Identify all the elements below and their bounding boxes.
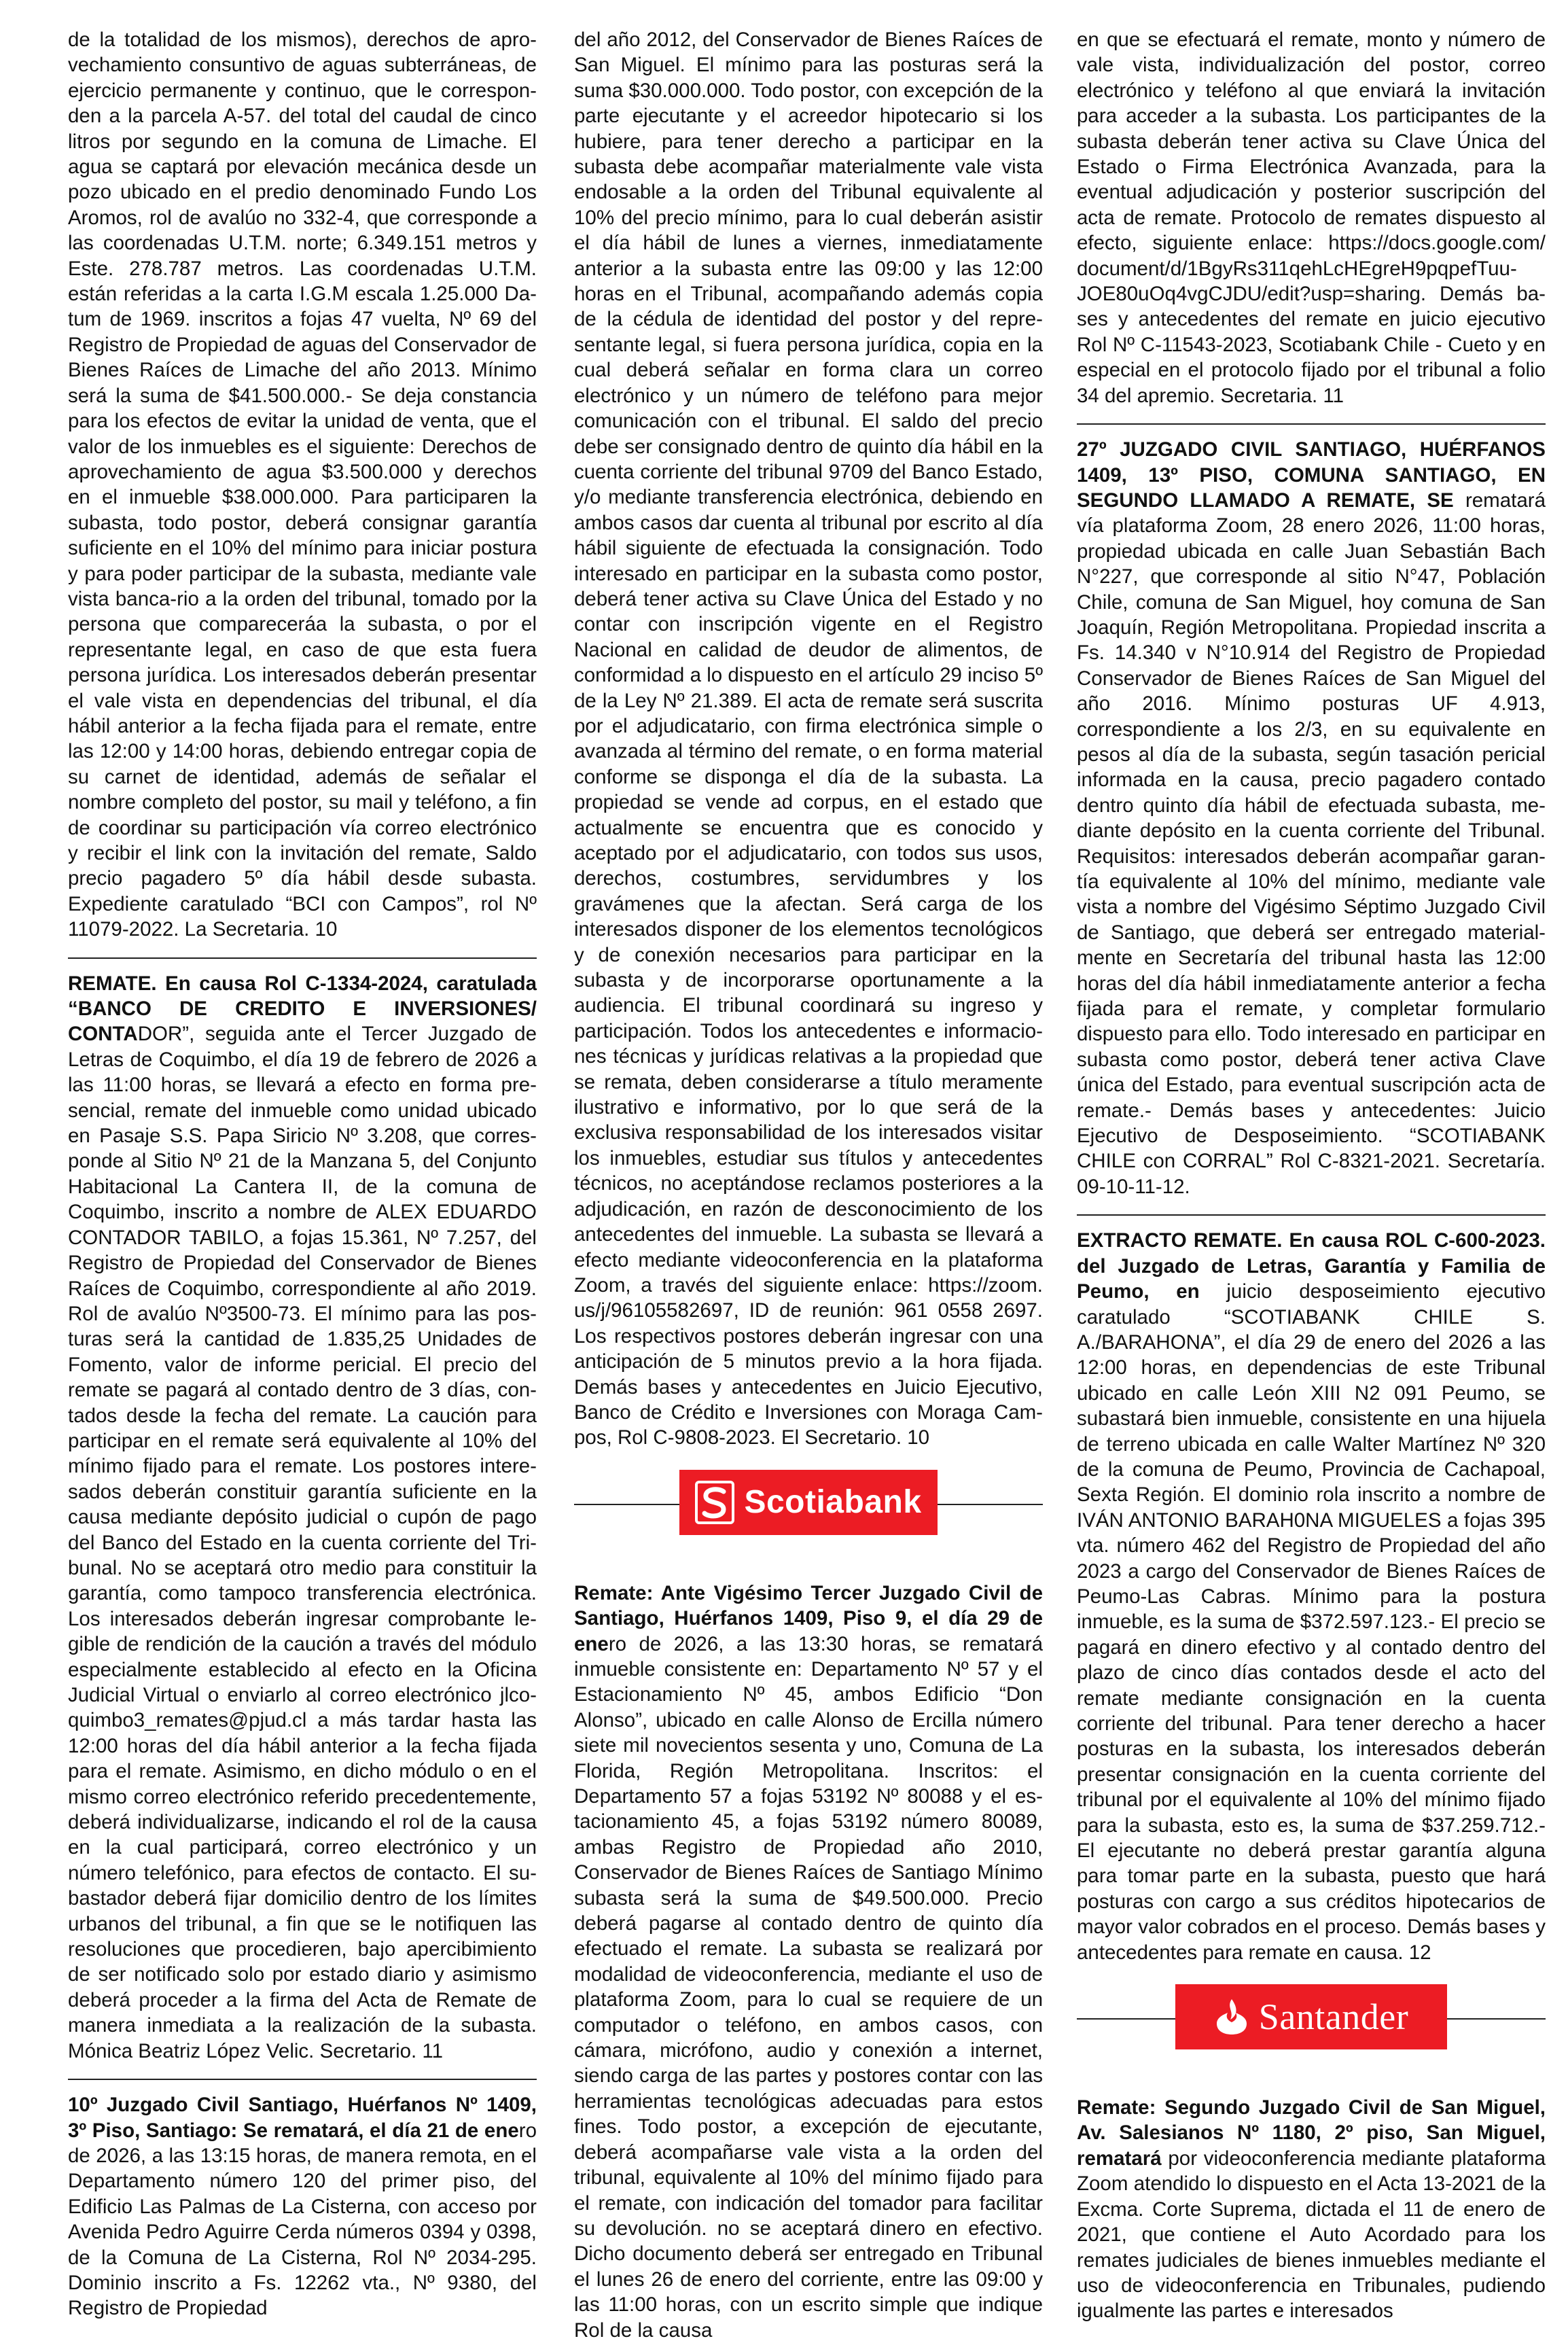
notice-23-juzgado-santiago: [574, 1581, 1043, 2343]
notice-body: de la totalidad de los mismos), derechos de aprovechamiento consuntivo de aguas subterráneas, de ejercicio permanente y continuo, que le corresponden a la parcela A-57. del total del caudal de cinco litros por segundo en la comuna de Limache. El agua se captará por elevación mecánica desde un pozo ubicado en el predio denominado Fundo Los Aromos, rol de avalúo no 332-4, que corresponde a las coordenadas U.T.M. norte; 6.349.151 metros y Este. 278.787 metros. Las coordenadas U.T.M. están referidas a la carta I.G.M escala 1.25.000 Datum de 1969. inscritos a fojas 47 vuelta, Nº 69 del Registro de Propiedad de aguas del Conservador de Bienes Raíces de Limache del año 2013. Mínimo será la suma de $41.500.000.- Se deja constancia para los efectos de evitar la unidad de venta, que el valor de los inmuebles es el siguiente: Derechos de aprovechamiento de agua $3.500.000 y derechos en el inmueble $38.000.000. Para participaren la subasta, todo postor, deberá consignar garantía suficiente en el 10% del mínimo para iniciar postura y para poder participar de la subasta, mediante vale vista banca-rio a la orden del tribunal, tomado por la persona que compareceráa la subasta, o por el representante legal, en caso de que esta fuera persona jurídica. Los interesados deberán presentar el vale vista en dependencias del tribunal, el día hábil anterior a la fecha fijada para el remate, entre las 12:00 y 14:00 horas, debiendo entregar copia de su carnet de identidad, además de señalar el nombre completo del postor, su mail y teléfono, a fin de coordinar su participación vía correo electrónico y recibir el link con la invitación del remate, Saldo precio pagadero 5º día hábil desde subasta. Expediente caratulado “BCI con Campos”, rol Nº 11079-2022. La Secretaria. 10: [68, 29, 537, 941]
notice-body: juicio desposeimiento ejecutivo caratulado “SCOTIABANK CHILE S. A./BARAHONA”, el día 29 de enero del 2026 a las 12:00 horas, en dependencias de este Tribunal ubicado en calle León XIII N2 091 Peumo, se subastará bien inmueble, consistente en una hijuela de terreno ubicada en calle Walter Martínez Nº 320 de la comuna de Peumo, Provincia de Cachapoal, Sexta Región. El dominio rola inscrito a nombre de IVÁN ANTONIO BARAH0NA MIGUELES a fojas 395 vta. número 462 del Registro de Propiedad del año 2023 a cargo del Conservador de Bienes Raíces de Peumo-Las Cabras. Mínimo para la postura inmueble, es la suma de $372.597.123.- El precio se pagará en dinero efectivo y al contado dentro del plazo de cinco días contados desde el acto del remate mediante consignación en la cuenta corriente del tribunal. Para tener derecho a hacer posturas en la subasta, los interesados deberán presentar consignación en la cuenta corriente del tribunal por el equivalente al 10% del mínimo fijado para la subasta, esto es, la suma de $37.259.712.- El ejecutante no deberá prestar garantía alguna para tomar parte en la subasta, puesto que hará posturas con cargo a sus créditos hipotecarios de mayor valor cobrados en el proceso. Demás bases y antecedentes para remate en causa. 12: [1077, 1280, 1546, 1964]
scotiabank-banner: [574, 1455, 1043, 1553]
notice-body: ro de 2026, a las 13:15 horas, de manera remota, en el Departamento número 120 del primer piso, del Edificio Las Palmas de La Cisterna, con acceso por Avenida Pedro Aguirre Cerda números 0394 y 0398, de la Comuna de La Cisterna, Rol Nº 2034-295. Dominio inscrito a Fs. 12262 vta., Nº 9380, del Registro de Propiedad: [68, 2119, 537, 2320]
column-1: [68, 27, 537, 2320]
notice-divider: [68, 2079, 537, 2080]
notice-heading: REMATE. En causa Rol C-1334-2024, caratulada “BANCO DE CREDITO E INVERSIONES/ CONTA: [68, 972, 537, 1046]
notice-divider: [1077, 423, 1546, 425]
notice-heading: 27º JUZGADO CIVIL SANTIAGO, HUÉRFANOS 1409, 13º PISO, COMUNA SANTIAGO, EN SEGUNDO LLAMADO A REMATE, SE: [1077, 438, 1546, 512]
notice-divider: [68, 957, 537, 959]
notice-divider: [1077, 1214, 1546, 1216]
notice-coquimbo: [68, 971, 537, 2064]
column-3: [1077, 27, 1546, 2323]
notice-heading: Remate: Segundo Juzgado Civil de San Miguel, Av. Salesianos Nº 1180, 2º piso, San Miguel, rematará: [1077, 2096, 1546, 2170]
santander-banner: [1077, 1969, 1546, 2068]
scotiabank-s-icon: [695, 1481, 734, 1524]
notice-10-juzgado-santiago: [68, 2092, 537, 2321]
notice-heading: EXTRACTO REMATE. En causa ROL C-600-2023. del Juzgado de Letras, Garantía y Familia de Peumo, en: [1077, 1229, 1546, 1303]
column-2: [574, 27, 1043, 2342]
notice-heading: 10º Juzgado Civil Santiago, Huérfanos Nº 1409, 3º Piso, Santiago: Se rematará, el día 21 de ene: [68, 2094, 537, 2142]
notice-scotiabank-cueto-continuation: [1077, 27, 1546, 408]
notice-body: DOR”, seguida ante el Tercer Juzgado de Letras de Coquimbo, el día 19 de febrero de 2026 a las 11:00 horas, se llevará a efecto en forma presencial, remate del inmueble como unidad ubicado en Pasaje S.S. Papa Siricio Nº 3.208, que corresponde al Sitio Nº 21 de la Manzana 5, del Conjunto Habitacional La Cantera II, de la comuna de Coquimbo, inscrito a nombre de ALEX EDUARDO CONTADOR TABILO, a fojas 15.361, Nº 7.257, del Registro de Propiedad del Conservador de Bienes Raíces de Coquimbo, correspondiente al año 2019. Rol de avalúo Nº3500-73. El mínimo para las posturas será la cantidad de 1.835,25 Unidades de Fomento, valor de informe pericial. El precio del remate se pagará al contado dentro de 3 días, contados desde la fecha del remate. La caución para participar en el remate será equivalente al 10% del mínimo fijado para el remate. Los postores interesados deberán constituir garantía suficiente en la causa mediante depósito judicial o cupón de pago del Banco del Estado en la cuenta corriente del Tribunal. No se aceptará otro medio para constituir la garantía, como tampoco transferencia electrónica. Los interesados deberán ingresar comprobante legible de rendición de la caución a través del módulo especialmente establecido al efecto en la Oficina Judicial Virtual o enviarlo al correo electrónico jlcoquimbo3_remates@pjud.cl a más tardar hasta las 12:00 horas del día hábil anterior a la fecha fijada para el remate. Asimismo, en dicho módulo o en el mismo correo electrónico referido precedentemente, deberá individualizarse, indicando el rol de la causa en la cual participará, correo electrónico y un número telefónico, para efectos de contacto. El subastador deberá fijar domicilio dentro de los límites urbanos del tribunal, a fin que se le notifiquen las resoluciones que procedieren, bajo apercibimiento de ser notificado solo por estado diario y asimismo deberá proceder a la firma del Acta de Remate de manera inmediata a la realización de la subasta. Mónica Beatriz López Velic. Secretario. 11: [68, 1023, 537, 2062]
scotiabank-logo: [679, 1470, 938, 1535]
notice-body: por videoconferencia mediante plataforma Zoom atendido lo dispuesto en el Acta 13-2021 de la Excma. Corte Suprema, dictada el 11 de enero de 2021, que contiene el Auto Acordado para los remates judiciales de bienes inmuebles mediante el uso de videoconferencia en Tribunales, pudiendo igualmente las partes e interesados: [1077, 2147, 1546, 2323]
santander-wordmark: Santander: [1258, 1996, 1409, 2038]
notice-27-juzgado-santiago: [1077, 437, 1546, 1199]
santander-flame-icon: [1214, 1996, 1249, 2037]
notice-heading: Remate: Ante Vigésimo Tercer Juzgado Civil de Santiago, Huérfanos 1409, Piso 9, el día 29 de ene: [574, 1581, 1043, 1655]
notice-2-juzgado-san-miguel: [1077, 2095, 1546, 2324]
notice-san-miguel-continuation: [574, 27, 1043, 1451]
santander-logo: [1175, 1984, 1447, 2049]
notice-body: del año 2012, del Conservador de Bienes Raíces de San Miguel. El mínimo para las posturas será la suma $30.000.000. Todo postor, con excepción de la parte ejecutante y el acreedor hipotecario si los hubiere, para tener derecho a participar en la subasta debe acompañar materialmente vale vista endosable a la orden del Tribunal equivalente al 10% del precio mínimo, para lo cual deberán asistir el día hábil de lunes a viernes, inmediatamente anterior a la subasta entre las 09:00 y las 12:00 horas en el Tribunal, acompañando además copia de la cédula de identidad del postor y del representante legal, si fuera persona jurídica, copia en la cual deberá señalar en forma clara un correo electrónico y un número de teléfono para mejor comunicación con el tribunal. El saldo del precio debe ser consignado dentro de quinto día hábil en la cuenta corriente del tribunal 9709 del Banco Estado, y/o mediante transferencia electrónica, debiendo en ambos casos dar cuenta al tribunal por escrito al día hábil siguiente de efectuada la consignación. Todo interesado en participar en la subasta como postor, deberá tener activa su Clave Única del Estado y no contar con inscripción vigente en el Registro Nacional en calidad de deudor de alimentos, de conformidad a lo dispuesto en el artículo 29 inciso 5º de la Ley Nº 21.389. El acta de remate será suscrita por el adjudicatario, con firma electrónica simple o avanzada al término del remate, o en forma material conforme se disponga el día de la subasta. La propiedad se vende ad corpus, en el estado que actualmente se encuentra que es conocido y aceptado por el adjudicatario, con todos sus usos, derechos, costumbres, servidumbres y los gravámenes que la afectan. Será carga de los interesados disponer de los elementos tecnológicos y de conexión necesarios para participar en la subasta y de incorporarse oportunamente a la audiencia. El tribunal coordinará su ingreso y participación. Todos los antecedentes e informaciones técnicas y jurídicas relativas a la propiedad que se remata, deben considerarse a título meramente ilustrativo e informativo, por lo que será de la exclusiva responsabilidad de los interesados visitar los inmuebles, estudiar sus títulos y antecedentes técnicos, no aceptándose reclamos posteriores a la adjudicación, en razón de desconocimiento de los antecedentes del inmueble. La subasta se llevará a efecto mediante videoconferencia en la plataforma Zoom, a través del siguiente enlace: https://zoom. us/j/96105582697, ID de reunión: 961 0558 2697. Los respectivos postores deberán ingresar con una anticipación de 5 minutos previo a la hora fijada. Demás bases y antecedentes en Juicio Ejecutivo, Banco de Crédito e Inversiones con Moraga Campos, Rol C-9808-2023. El Secretario. 10: [574, 29, 1043, 1449]
notice-limache-continuation: [68, 27, 537, 943]
scotiabank-wordmark: Scotiabank: [744, 1484, 922, 1521]
notice-extracto-peumo: [1077, 1228, 1546, 1965]
notice-body: rematará vía plataforma Zoom, 28 enero 2026, 11:00 horas, propiedad ubicada en calle Juan Sebastián Bach N°227, que corresponde al sitio N°47, Población Chile, comuna de San Miguel, hoy comuna de San Joaquín, Región Metropolitana. Propiedad inscrita a Fs. 14.340 v N°10.914 del Registro de Propiedad Conservador de Bienes Raíces de San Miguel del año 2016. Mínimo posturas UF 4.913, correspondiente a los 2/3, en su equivalente en pesos al día de la subasta, según tasación pericial informada en la causa, precio pagadero contado dentro quinto día hábil de efectuada subasta, mediante depósito en la cuenta corriente del Tribunal. Requisitos: interesados deberán acompañar garantía equivalente al 10% del mínimo, mediante vale vista a nombre del Vigésimo Séptimo Juzgado Civil de Santiago, que deberá ser entregado materialmente en Secretaría del tribunal hasta las 12:00 horas del día hábil inmediatamente anterior a fecha fijada para el remate, y completar formulario dispuesto para ello. Todo interesado en participar en subasta como postor, deberá tener activa Clave única del Estado, para eventual suscripción acta de remate.- Demás bases y antecedentes: Juicio Ejecutivo de Desposeimiento. “SCOTIABANK CHILE con CORRAL” Rol C-8321-2021. Secretaría. 09-10-11-12.: [1077, 489, 1546, 1198]
notice-body: en que se efectuará el remate, monto y número de vale vista, individualización del postor, correo electrónico y teléfono al que enviará la invitación para acceder a la subasta. Los participantes de la subasta deberán tener activa su Clave Única del Estado o Firma Electrónica Avanzada, para la eventual adjudicación y posterior suscripción del acta de remate. Protocolo de remates dispuesto al efecto, siguiente enlace: https://docs.google.com/ document/d/1BgyRs311qehLcHEgreH9pqpefTuuJOE80uOq4vgCJDU/edit?usp=sharing. Demás bases y antecedentes del remate en juicio ejecutivo Rol Nº C-11543-2023, Scotiabank Chile - Cueto y en especial en el protocolo fijado por el tribunal a folio 34 del apremio. Secretaria. 11: [1077, 29, 1546, 407]
notice-body: ro de 2026, a las 13:30 horas, se rematará inmueble consistente en: Departamento Nº 57 y el Estacionamiento Nº 45, ambos Edificio “Don Alonso”, ubicado en calle Alonso de Ercilla número siete mil novecientos sesenta y uno, Comuna de La Florida, Región Metropolitana. Inscritos: el Departamento 57 a fojas 53192 Nº 80088 y el estacionamiento 45, a fojas 53192 número 80089, ambas Registro de Propiedad año 2010, Conservador de Bienes Raíces de Santiago Mínimo subasta será la suma de $49.500.000. Precio deberá pagarse al contado dentro de quinto día efectuado el remate. La subasta se realizará por modalidad de videoconferencia, mediante el uso de plataforma Zoom, para lo cual se requiere de un computador o teléfono, en ambos casos, con cámara, micrófono, audio y conexión a internet, siendo carga de las partes y postores contar con las herramientas tecnológicas adecuadas para estos fines. Todo postor, a excepción de ejecutante, deberá acompañarse vale vista a la orden del tribunal, equivalente al 10% del mínimo fijado para el remate, con indicación del tomador para facilitar su devolución. no se aceptará dinero en efectivo. Dicho documento deberá ser entregado en Tribunal el lunes 26 de enero del corriente, entre las 09:00 y las 11:00 horas, con un escrito simple que indique Rol de la causa: [574, 1632, 1043, 2342]
